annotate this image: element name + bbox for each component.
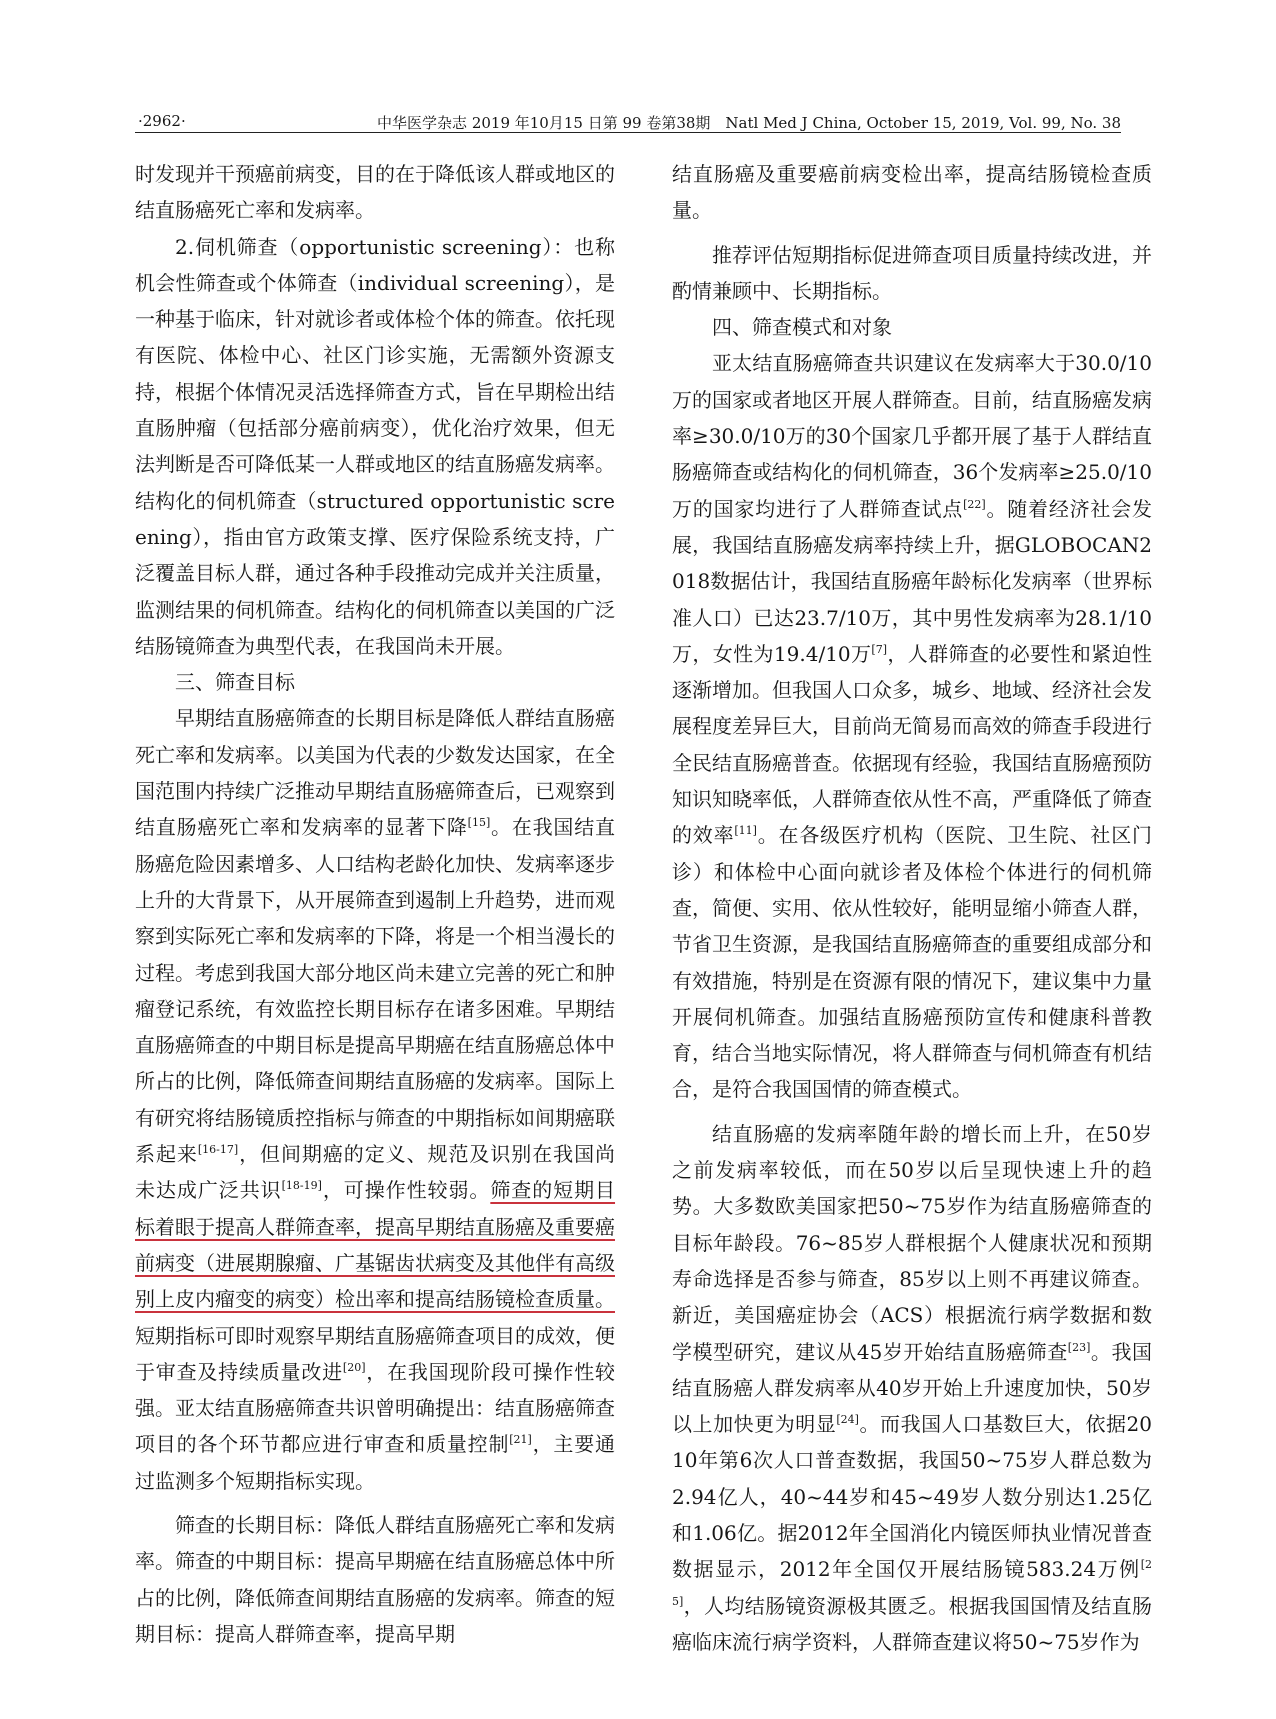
section-heading-screening-goals: 三、筛查目标 — [175, 670, 295, 695]
paragraph-goals-summary: 筛查的长期目标：降低人群结直肠癌死亡率和发病率。筛查的中期目标：提高早期癌在结直肠癌总体中所占的比例，降低筛查间期结直肠癌的发病率。筛查的短期目标：提高人群筛查率，提高早期 — [135, 1512, 615, 1646]
running-header — [135, 104, 1121, 133]
paragraph: 时发现并干预癌前病变，目的在于降低该人群或地区的结直肠癌死亡率和发病率。 — [135, 162, 615, 223]
paragraph-screening-goals: 早期结直肠癌筛查的长期目标是降低人群结直肠癌死亡率和发病率。以美国为代表的少数发达国家，在全国范围内持续广泛推动早期结直肠癌筛查后，已观察到结直肠癌死亡率和发病率的显著下降[15]。在我国结直肠癌危险因素增多、人口结构老龄化加快、发病率逐步上升的大背景下，从开展筛查到遏制上升趋势，进而观察到实际死亡率和发病率的下降，将是一个相当漫长的过程。考虑到我国大部分地区尚未建立完善的死亡和肿瘤登记系统，有效监控长期目标存在诸多困难。早期结直肠癌筛查的中期目标是提高早期癌在结直肠癌总体中所占的比例，降低筛查间期结直肠癌的发病率。国际上有研究将结肠镜质控指标与筛查的中期指标如间期癌联系起来[16-17]，但间期癌的定义、规范及识别在我国尚未达成广泛共识[18-19]，可操作性较弱。筛查的短期目标着眼于提高人群筛查率，提高早期结直肠癌及重要癌前病变（进展期腺瘤、广基锯齿状病变及其他伴有高级别上皮内瘤变的病变）检出率和提高结肠镜检查质量。短期指标可即时观察早期结直肠癌筛查项目的成效，便于审查及持续质量改进[20]，在我国现阶段可操作性较强。亚太结直肠癌筛查共识曾明确提出：结直肠癌筛查项目的各个环节都应进行审查和质量控制[21]，主要通过监测多个短期指标实现。 — [135, 706, 616, 1493]
citation-ref: [22] — [963, 497, 986, 511]
citation-ref: [20] — [342, 1360, 366, 1374]
citation-ref: [15] — [467, 816, 491, 830]
citation-ref: [25] — [672, 1558, 1152, 1608]
citation-ref: [18-19] — [281, 1179, 322, 1193]
citation-ref: [23] — [1067, 1340, 1091, 1354]
section-heading-screening-model: 四、筛查模式和对象 — [712, 315, 892, 340]
journal-citation: 中华医学杂志 2019 年10月15 日第 99 卷第38期 Natl Med J China, October 15, 2019, Vol. 99, No. 38 — [377, 114, 1121, 132]
citation-ref: [7] — [871, 642, 888, 656]
citation-ref: [16-17] — [197, 1143, 239, 1157]
page-number: ·2962· — [138, 112, 186, 130]
citation-ref: [24] — [836, 1413, 859, 1427]
citation-ref: [21] — [509, 1433, 532, 1447]
paragraph-screening-model: 亚太结直肠癌筛查共识建议在发病率大于30.0/10万的国家或者地区开展人群筛查。目前，结直肠癌发病率≥30.0/10万的30个国家几乎都开展了基于人群结直肠癌筛查或结构化的伺机筛查，36个发病率≥25.0/10万的国家均进行了人群筛查试点[22]。随着经济社会发展，我国结直肠癌发病率持续上升，据GLOBOCAN2018数据估计，我国结直肠癌年龄标化发病率（世界标准人口）已达23.7/10万，其中男性发病率为28.1/10万，女性为19.4/10万[7]，人群筛查的必要性和紧迫性逐渐增加。但我国人口众多，城乡、地域、经济社会发展程度差异巨大，目前尚无简易而高效的筛查手段进行全民结直肠癌普查。依据现有经验，我国结直肠癌预防知识知晓率低，人群筛查依从性不高，严重降低了筛查的效率[11]。在各级医疗机构（医院、卫生院、社区门诊）和体检中心面向就诊者及体检个体进行的伺机筛查，简便、实用、依从性较好，能明显缩小筛查人群，节省卫生资源，是我国结直肠癌筛查的重要组成部分和有效措施，特别是在资源有限的情况下，建议集中力量开展伺机筛查。加强结直肠癌预防宣传和健康科普教育，结合当地实际情况，将人群筛查与伺机筛查有机结合，是符合我国国情的筛查模式。 — [672, 351, 1153, 1102]
left-column — [135, 156, 615, 1652]
paragraph-recommendation: 推荐评估短期指标促进筛查项目质量持续改进，并酌情兼顾中、长期指标。 — [672, 242, 1152, 303]
right-column — [672, 156, 1152, 1660]
paragraph-opportunistic-screening: 2.伺机筛查（opportunistic screening）：也称机会性筛查或个体筛查（individual screening），是一种基于临床，针对就诊者或体检个体的筛查。依托现有医院、体检中心、社区门诊实施，无需额外资源支持，根据个体情况灵活选择筛查方式，旨在早期检出结直肠肿瘤（包括部分癌前病变），优化治疗效果，但无法判断是否可降低某一人群或地区的结直肠癌发病率。结构化的伺机筛查（structured opportunistic screening），指由官方政策支撑、医疗保险系统支持，广泛覆盖目标人群，通过各种手段推动完成并关注质量，监测结果的伺机筛查。结构化的伺机筛查以美国的广泛结肠镜筛查为典型代表，在我国尚未开展。 — [135, 234, 615, 658]
underlined-highlight: 筛查的短期目标着眼于提高人群筛查率，提高早期结直肠癌及重要癌前病变（进展期腺瘤、广基锯齿状病变及其他伴有高级别上皮内瘤变的病变）检出率和提高结肠镜检查质量。 — [135, 1178, 616, 1312]
citation-ref: [11] — [734, 824, 757, 838]
paragraph: 结直肠癌及重要癌前病变检出率，提高结肠镜检查质量。 — [672, 162, 1152, 223]
paragraph-screening-age: 结直肠癌的发病率随年龄的增长而上升，在50岁之前发病率较低，而在50岁以后呈现快速上升的趋势。大多数欧美国家把50~75岁作为结直肠癌筛查的目标年龄段。76~85岁人群根据个人健康状况和预期寿命选择是否参与筛查，85岁以上则不再建议筛查。新近，美国癌症协会（ACS）根据流行病学数据和数学模型研究，建议从45岁开始结直肠癌筛查[23]。我国结直肠癌人群发病率从40岁开始上升速度加快，50岁以上加快更为明显[24]。而我国人口基数巨大，依据2010年第6次人口普查数据，我国50~75岁人群总数为2.94亿人，40~44岁和45~49岁人数分别达1.25亿和1.06亿。据2012年全国消化内镜医师执业情况普查数据显示，2012年全国仅开展结肠镜583.24万例[25]，人均结肠镜资源极其匮乏。根据我国国情及结直肠癌临床流行病学资料，人群筛查建议将50~75岁作为 — [672, 1121, 1153, 1654]
